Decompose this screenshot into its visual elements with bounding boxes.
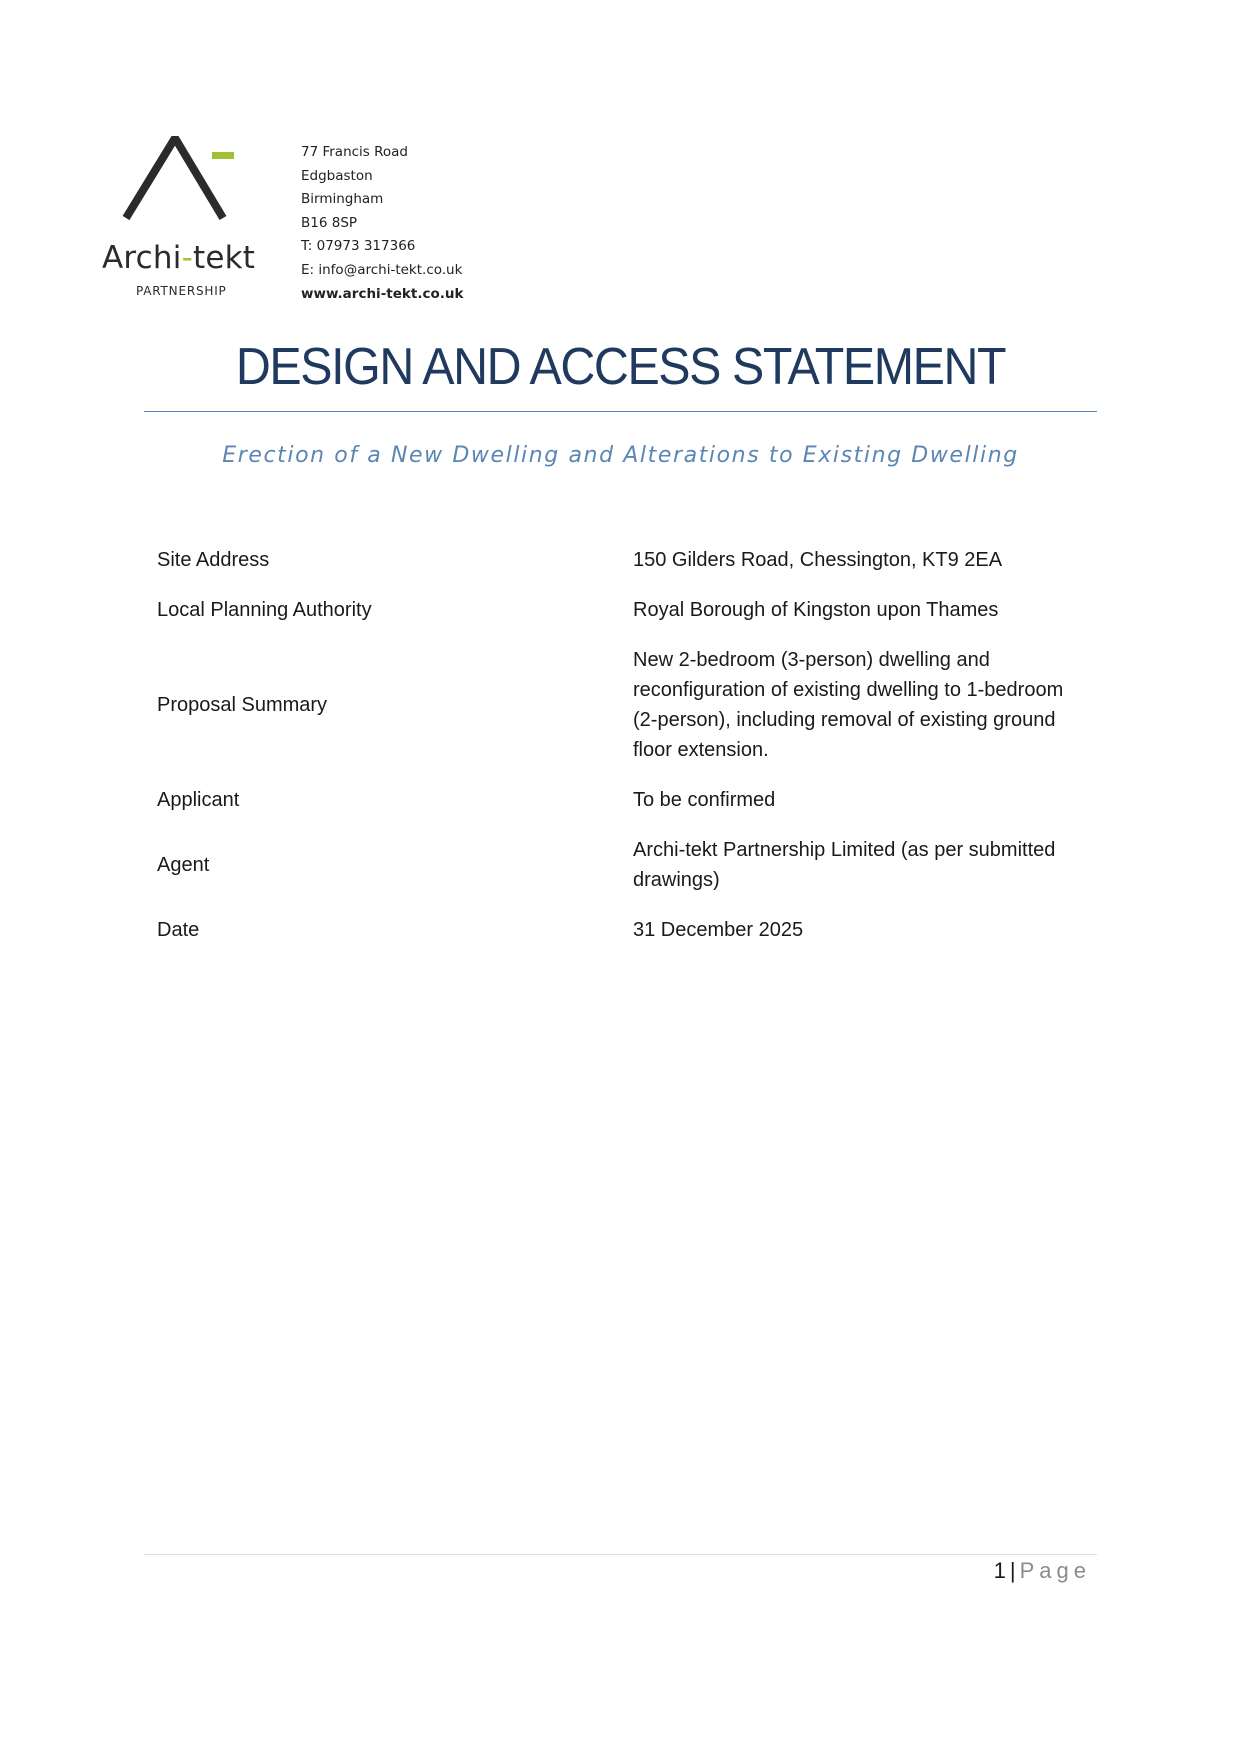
detail-label: Applicant: [157, 789, 240, 811]
detail-row-planning-authority: [157, 595, 1087, 625]
contact-block: [301, 141, 463, 306]
contact-phone: T: 07973 317366: [301, 238, 416, 255]
detail-label: Site Address: [157, 549, 270, 571]
detail-value: Archi-tekt Partnership Limited (as per submitted drawings): [633, 839, 1056, 891]
address-line: Birmingham: [301, 191, 384, 208]
footer-divider: [144, 1554, 1097, 1555]
detail-value: 150 Gilders Road, Chessington, KT9 2EA: [633, 549, 1003, 571]
title-divider: [144, 411, 1097, 412]
contact-email: E: info@archi-tekt.co.uk: [301, 261, 463, 278]
detail-row-site-address: [157, 545, 1087, 575]
detail-label: Local Planning Authority: [157, 599, 372, 621]
detail-label: Proposal Summary: [157, 694, 328, 716]
detail-row-date: [157, 915, 1087, 945]
detail-label: Agent: [157, 854, 210, 876]
page-number: 1: [993, 1558, 1006, 1583]
company-logo: [96, 136, 266, 306]
detail-row-proposal-summary: [157, 645, 1087, 765]
detail-value: New 2-bedroom (3-person) dwelling and reconfiguration of existing dwelling to 1-bedroom (2-person), including removal of existing ground floor extension.: [633, 649, 1064, 761]
detail-value: 31 December 2025: [633, 919, 804, 941]
detail-label: Date: [157, 919, 200, 941]
address-line: Edgbaston: [301, 167, 373, 184]
detail-value: To be confirmed: [633, 789, 776, 811]
logo-subtitle: PARTNERSHIP: [136, 284, 227, 298]
project-details-table: [157, 545, 1087, 965]
roof-mark-icon: [96, 136, 266, 246]
logo-wordmark: Archi-tekt: [102, 240, 256, 276]
detail-row-agent: [157, 835, 1087, 895]
address-line: 77 Francis Road: [301, 144, 409, 160]
page-footer: [994, 1558, 1091, 1584]
detail-value: Royal Borough of Kingston upon Thames: [633, 599, 999, 621]
detail-row-applicant: [157, 785, 1087, 815]
page-label: Page: [1019, 1558, 1091, 1583]
document-title: DESIGN AND ACCESS STATEMENT: [235, 338, 1006, 396]
address-postcode: B16 8SP: [301, 214, 358, 231]
footer-separator: |: [1009, 1558, 1016, 1583]
document-subtitle: Erection of a New Dwelling and Alterations to Existing Dwelling: [222, 443, 1019, 468]
contact-website: www.archi-tekt.co.uk: [301, 285, 464, 302]
